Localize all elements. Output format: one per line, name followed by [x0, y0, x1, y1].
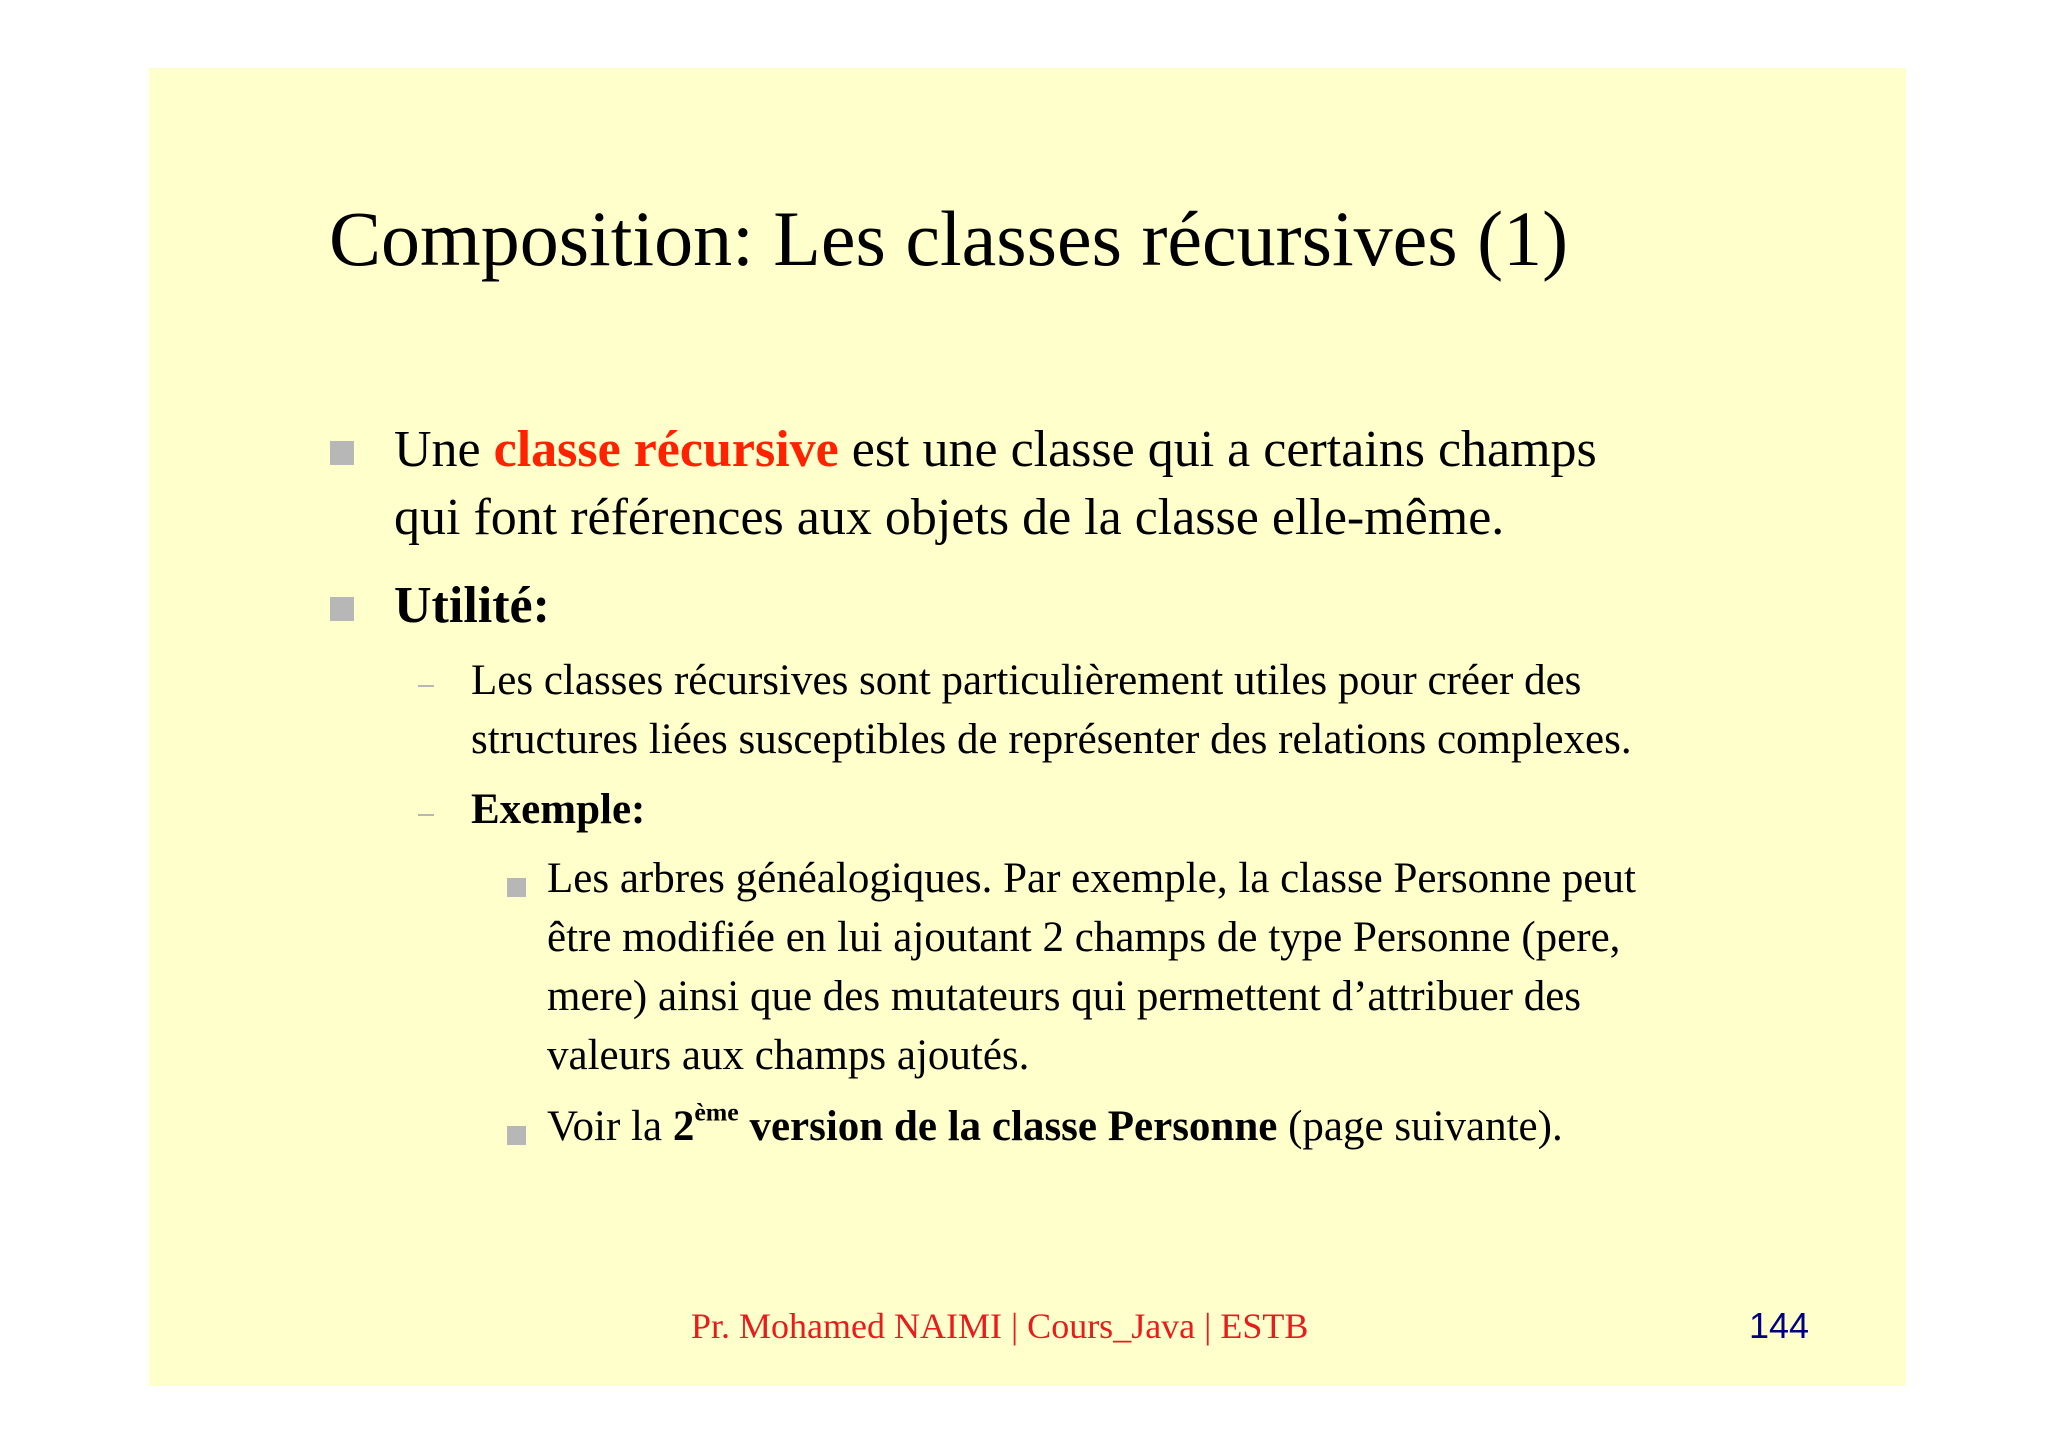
slide-title: Composition: Les classes récursives (1) — [329, 195, 1569, 282]
square-bullet-icon — [507, 878, 526, 897]
see-next-text-c: (page suivante). — [1277, 1103, 1563, 1150]
sub-item-2-label: Exemple: — [471, 786, 646, 833]
see-next-text-bold: version de la classe Personne — [738, 1103, 1278, 1150]
page-number: 144 — [1749, 1305, 1810, 1346]
dash-bullet-icon — [418, 814, 434, 816]
example-line-3: mere) ainsi que des mutateurs qui permettent d’attribuer des — [547, 973, 1582, 1020]
slide-footer: Pr. Mohamed NAIMI | Cours_Java | ESTB — [691, 1306, 1309, 1346]
bullet-1-line-2: qui font références aux objets de la classe elle-même. — [394, 489, 1505, 546]
dash-bullet-icon — [418, 685, 434, 687]
ordinal-suffix: ème — [694, 1097, 739, 1127]
sub-item-1-line-2: structures liées susceptibles de représenter des relations complexes. — [471, 716, 1632, 763]
example-line-2: être modifiée en lui ajoutant 2 champs de type Personne (pere, — [547, 914, 1621, 961]
bullet-1-text-b: est une classe qui a certains champs — [838, 421, 1597, 478]
example-line-4: valeurs aux champs ajoutés. — [547, 1032, 1030, 1079]
example-line-1: Les arbres généalogiques. Par exemple, la classe Personne peut — [547, 855, 1636, 902]
square-bullet-icon — [330, 441, 354, 465]
ordinal-number: 2 — [672, 1103, 695, 1150]
bullet-2-label: Utilité: — [394, 577, 550, 634]
highlight-term: classe récursive — [493, 421, 839, 478]
slide — [149, 68, 1906, 1386]
square-bullet-icon — [507, 1126, 526, 1145]
bullet-1-line-1 — [394, 420, 1597, 479]
see-next-text-a: Voir la — [547, 1103, 673, 1150]
square-bullet-icon — [330, 597, 354, 621]
see-next-line — [547, 1097, 1563, 1151]
sub-item-1-line-1: Les classes récursives sont particulièrement utiles pour créer des — [471, 657, 1582, 704]
bullet-1-text-a: Une — [394, 421, 494, 478]
